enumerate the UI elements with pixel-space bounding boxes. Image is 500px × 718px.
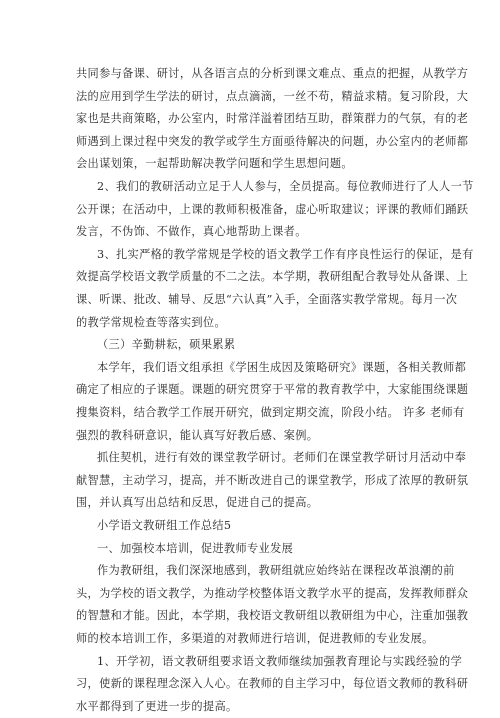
text-line: 一、加强校本培训，促进教师专业发展 bbox=[97, 541, 294, 555]
text-line: 发言，不伪饰、不做作，真心地帮助上课者。 bbox=[76, 225, 307, 239]
text-line: 家也是共商策略，办公室内，时常洋溢着团结互助，群策群力的气氛，有的老 bbox=[76, 112, 469, 126]
text-line: 2、我们的教研活动立足于人人参与，全员提高。每位教师进行了人人一节 bbox=[97, 180, 474, 193]
text-line: 头，为学校的语文教学，为推动学校整体语文教学水平的提高，发挥教师群众 bbox=[76, 586, 469, 600]
text-line: 抓住契机，进行有效的课堂教学研讨。老师们在课堂教学研讨月活动中奉 bbox=[97, 451, 467, 465]
text-line: 法的应用到学生学法的研讨，点点滴滴，一丝不苟，精益求精。复习阶段，大 bbox=[76, 89, 469, 103]
text-line: 围，并认真写出总结和反思，促进自己的提高。 bbox=[76, 496, 319, 510]
text-line: 习，使新的课程理念深入人心。在教师的自主学习中，每位语文教师的教科研 bbox=[76, 677, 469, 691]
text-line: 搜集资料，结合教学工作展开研究，做到定期交流，阶段小结。 许多 老师有 bbox=[76, 406, 465, 419]
text-line: 师的校本培训工作，多渠道的对教师进行培训，促进教师的专业发展。 bbox=[76, 632, 434, 645]
text-line: 课、听课、批改、辅导、反思“六认真”入手，全面落实教学常规。每月一次 bbox=[76, 293, 458, 306]
text-line: 本学年，我们语文组承担《学困生成因及策略研究》课题，各相关教师都 bbox=[97, 360, 467, 374]
text-line: 小学语文教研组工作总结5 bbox=[97, 519, 232, 532]
text-line: 水平都得到了更进一步的提高。 bbox=[76, 699, 238, 713]
text-line: 的教学常规检查等落实到位。 bbox=[76, 315, 226, 329]
text-line: 师遇到上课过程中突发的教学或学生方面亟待解决的问题，办公室内的老师都 bbox=[76, 134, 469, 148]
text-line: 共同参与备课、研讨，从各语言点的分析到课文难点、重点的把握，从教学方 bbox=[76, 67, 469, 80]
text-line: 强烈的教科研意识，能认真写好教后感、案例。 bbox=[76, 428, 319, 442]
text-line: 3、扎实严格的教学常规是学校的语文教学工作有序良性运行的保证，是有 bbox=[97, 247, 474, 261]
text-line: 的智慧和才能。因此，本学期，我校语文教研组以教研组为中心，注重加强教 bbox=[76, 609, 469, 623]
text-line: 会出谋划策，一起帮助解决教学问题和学生思想问题。 bbox=[76, 157, 353, 171]
text-line: 1、开学初，语文教研组要求语文教师继续加强教育理论与实践经验的学 bbox=[97, 654, 463, 668]
text-line: 效提高学校语文教学质量的不二之法。本学期，教研组配合教导处从备课、上 bbox=[76, 270, 469, 284]
text-line: （三）辛勤耕耘，硕果累累 bbox=[97, 338, 236, 352]
text-line: 公开课；在活动中，上课的教师积极准备，虚心听取建议；评课的教师们踊跃 bbox=[76, 202, 469, 216]
text-line: 献智慧，主动学习，提高，并不断改进自己的课堂教学，形成了浓厚的教研氛 bbox=[76, 473, 469, 487]
text-line: 作为教研组，我们深深地感到，教研组就应始终站在课程改革浪潮的前 bbox=[97, 564, 455, 578]
text-line: 确定了相应的子课题。课题的研究贯穿于平常的教育教学中，大家能围绕课题 bbox=[76, 383, 469, 397]
